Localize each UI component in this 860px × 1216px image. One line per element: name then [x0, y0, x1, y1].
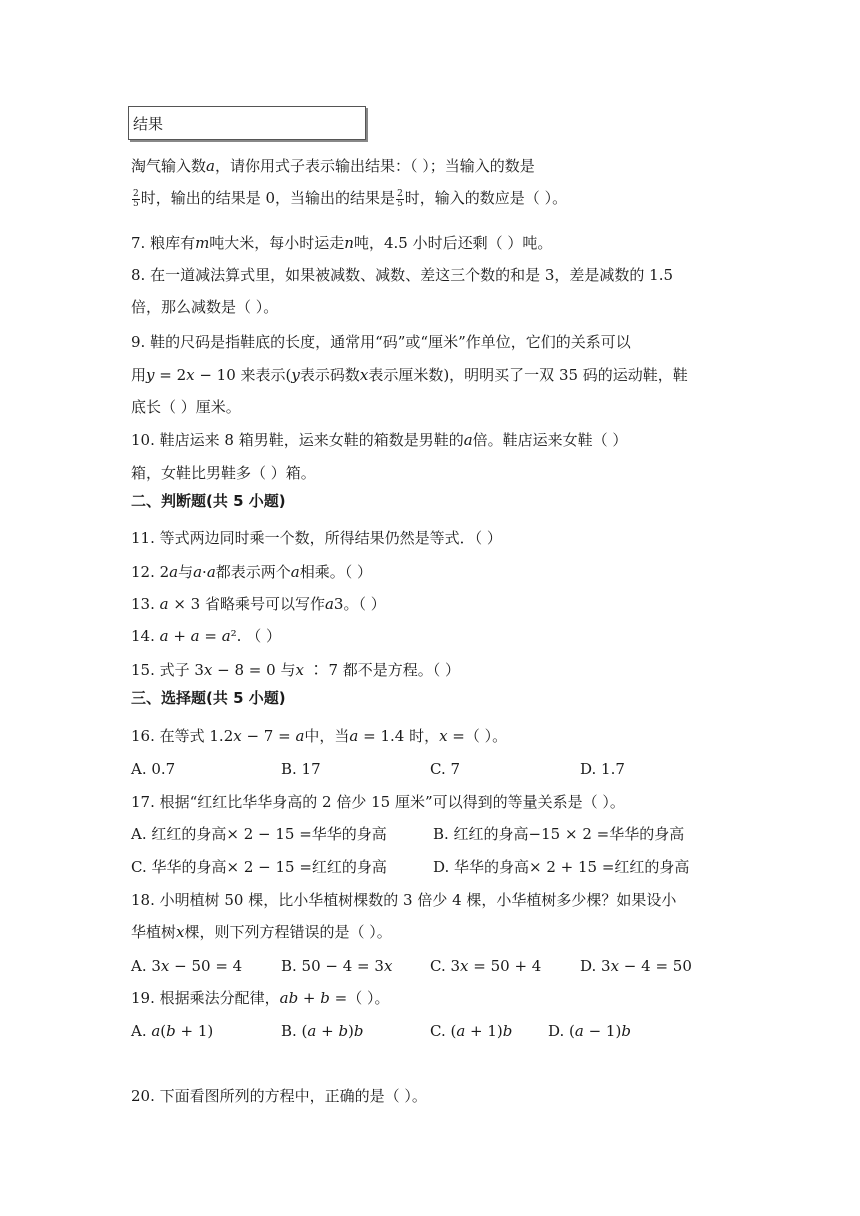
q12: 12. 2𝑎与𝑎·𝑎都表示两个𝑎相乘。（ ）: [131, 563, 372, 581]
q7: 7. 粮库有𝑚吨大米，每小时运走𝑛吨，4.5 小时后还剩（ ）吨。: [131, 234, 553, 252]
q16-option-a[interactable]: A. 0.7: [131, 760, 176, 778]
q16-option-b[interactable]: B. 17: [281, 760, 321, 778]
q19-option-d[interactable]: D. (𝑎 − 1)𝑏: [548, 1022, 631, 1040]
q13: 13. 𝑎 × 3 省略乘号可以写作𝑎3。（ ）: [131, 595, 386, 613]
q18-option-d[interactable]: D. 3𝑥 − 4 = 50: [580, 957, 692, 975]
q8-line1: 8. 在一道减法算式里，如果被减数、减数、差这三个数的和是 3，差是减数的 1.5: [131, 266, 674, 284]
q17-option-b[interactable]: B. 红红的身高−15 × 2 =华华的身高: [433, 825, 685, 843]
q18-line2: 华植树𝑥棵，则下列方程错误的是（ ）。: [131, 923, 392, 941]
q18-line1: 18. 小明植树 50 棵，比小华植树棵数的 3 倍少 4 棵，小华植树多少棵？如果设小: [131, 891, 677, 909]
q9-line2: 用𝑦 = 2𝑥 − 10 来表示(𝑦表示码数𝑥表示厘米数)，明明买了一双 35 码的运动鞋，鞋: [131, 366, 688, 384]
q16-stem: 16. 在等式 1.2𝑥 − 7 = 𝑎中，当𝑎 = 1.4 时，𝑥 =（ ）。: [131, 727, 508, 745]
q15: 15. 式子 3𝑥 − 8 = 0 与𝑥 ∶ 7 都不是方程。（ ）: [131, 661, 461, 679]
q17-option-d[interactable]: D. 华华的身高× 2 + 15 =红红的身高: [433, 858, 690, 876]
q16-option-d[interactable]: D. 1.7: [580, 760, 625, 778]
q14: 14. 𝑎 + 𝑎 = 𝑎². （ ）: [131, 627, 281, 645]
fraction-b: $\frac{2}{5}$: [397, 188, 403, 209]
q11: 11. 等式两边同时乘一个数，所得结果仍然是等式．（ ）: [131, 529, 502, 547]
q19-option-c[interactable]: C. (𝑎 + 1)𝑏: [430, 1022, 513, 1040]
q10-line1: 10. 鞋店运来 8 箱男鞋，运来女鞋的箱数是男鞋的𝑎倍。鞋店运来女鞋（ ）: [131, 431, 628, 449]
q17-option-c[interactable]: C. 华华的身高× 2 − 15 =红红的身高: [131, 858, 387, 876]
section-heading-choice: 三、选择题(共 5 小题): [131, 689, 286, 707]
q6-line2: $\frac{2}{5}$ 时，输出的结果是 0，当输出的结果是 $\frac{2}{5}$ 时，输入的数应是（ ）。: [133, 188, 568, 209]
result-box-label: 结果: [133, 115, 164, 133]
q18-option-b[interactable]: B. 50 − 4 = 3𝑥: [281, 957, 393, 975]
fraction-a: $\frac{2}{5}$: [133, 188, 139, 209]
q19-stem: 19. 根据乘法分配律，𝑎𝑏 + 𝑏 =（ ）。: [131, 989, 390, 1007]
q6-line1: 淘气输入数𝑎，请你用式子表示输出结果：（ ）；当输入的数是: [131, 157, 535, 175]
q17-option-a[interactable]: A. 红红的身高× 2 − 15 =华华的身高: [131, 825, 387, 843]
result-box: [128, 106, 366, 140]
q9-line1: 9. 鞋的尺码是指鞋底的长度，通常用“码”或“厘米”作单位，它们的关系可以: [131, 333, 631, 351]
q20-stem: 20. 下面看图所列的方程中，正确的是（ ）。: [131, 1087, 427, 1105]
q17-stem: 17. 根据“红红比华华身高的 2 倍少 15 厘米”可以得到的等量关系是（ ）。: [131, 793, 625, 811]
q9-line3: 底长（ ）厘米。: [131, 398, 241, 416]
q18-option-c[interactable]: C. 3𝑥 = 50 + 4: [430, 957, 542, 975]
q19-option-a[interactable]: A. 𝑎(𝑏 + 1): [131, 1022, 214, 1040]
q18-option-a[interactable]: A. 3𝑥 − 50 = 4: [131, 957, 243, 975]
q8-line2: 倍，那么减数是（ ）。: [131, 298, 279, 316]
section-heading-judgement: 二、判断题(共 5 小题): [131, 492, 286, 510]
q10-line2: 箱，女鞋比男鞋多（ ）箱。: [131, 464, 316, 482]
q19-option-b[interactable]: B. (𝑎 + 𝑏)𝑏: [281, 1022, 364, 1040]
q16-option-c[interactable]: C. 7: [430, 760, 461, 778]
